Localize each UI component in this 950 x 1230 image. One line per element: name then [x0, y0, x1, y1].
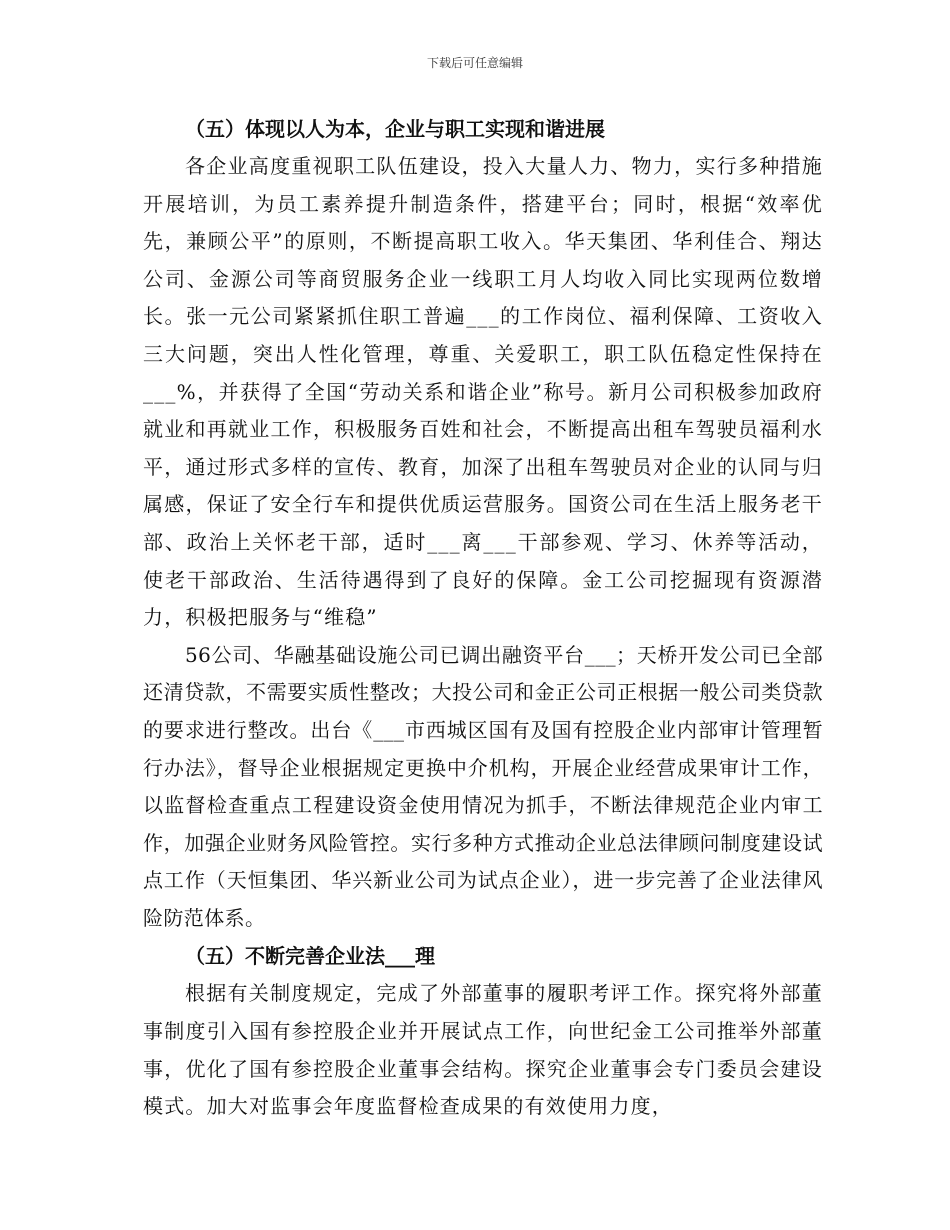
page-header: 下载后可任意编辑 — [426, 56, 523, 70]
paragraph-3: 根据有关制度规定，完成了外部董事的履职考评工作。探究将外部董事制度引入国有参控股企业并开展试点工作，向世纪金工公司推举外部董事，优化了国有参控股企业董事会结构。探究企业董事会专门委员会建设模式。加大对监事会年度监督检查成果的有效使用力度， — [143, 981, 823, 1119]
section-heading-2: （五）不断完善企业法___理 — [185, 944, 435, 969]
section-heading-1: （五）体现以人为本，企业与职工实现和谐进展 — [185, 117, 605, 141]
paragraph-2: 56公司、华融基础设施公司已调出融资平台___；天桥开发公司已全部还清贷款，不需要实质性整改；大投公司和金正公司正根据一般公司类贷款的要求进行整改。出台《___市西城区国有及国有控股企业内部审计管理暂行办法》，督导企业根据规定更换中介机构，开展企业经营成果审计工作，以监督检查重点工程建设资金使用情况为抓手，不断法律规范企业内审工作，加强企业财务风险管控。实行多种方式推动企业总法律顾问制度建设试点工作（天恒集团、华兴新业公司为试点企业），进一步完善了企业法律风险防范体系。 — [143, 642, 823, 930]
paragraph-1: 各企业高度重视职工队伍建设，投入大量人力、物力，实行多种措施开展培训，为员工素养提升制造条件，搭建平台；同时，根据“效率优先，兼顾公平”的原则，不断提高职工收入。华天集团、华利佳合、翔达公司、金源公司等商贸服务企业一线职工月人均收入同比实现两位数增长。张一元公司紧紧抓住职工普遍___的工作岗位、福利保障、工资收入三大问题，突出人性化管理，尊重、关爱职工，职工队伍稳定性保持在___%，并获得了全国“劳动关系和谐企业”称号。新月公司积极参加政府就业和再就业工作，积极服务百姓和社会，不断提高出租车驾驶员福利水平，通过形式多样的宣传、教育，加深了出租车驾驶员对企业的认同与归属感，保证了安全行车和提供优质运营服务。国资公司在生活上服务老干部、政治上关怀老干部，适时___离___干部参观、学习、休养等活动，使老干部政治、生活待遇得到了良好的保障。金工公司挖掘现有资源潜力，积极把服务与“维稳” — [143, 154, 823, 630]
document-body — [143, 110, 823, 1126]
